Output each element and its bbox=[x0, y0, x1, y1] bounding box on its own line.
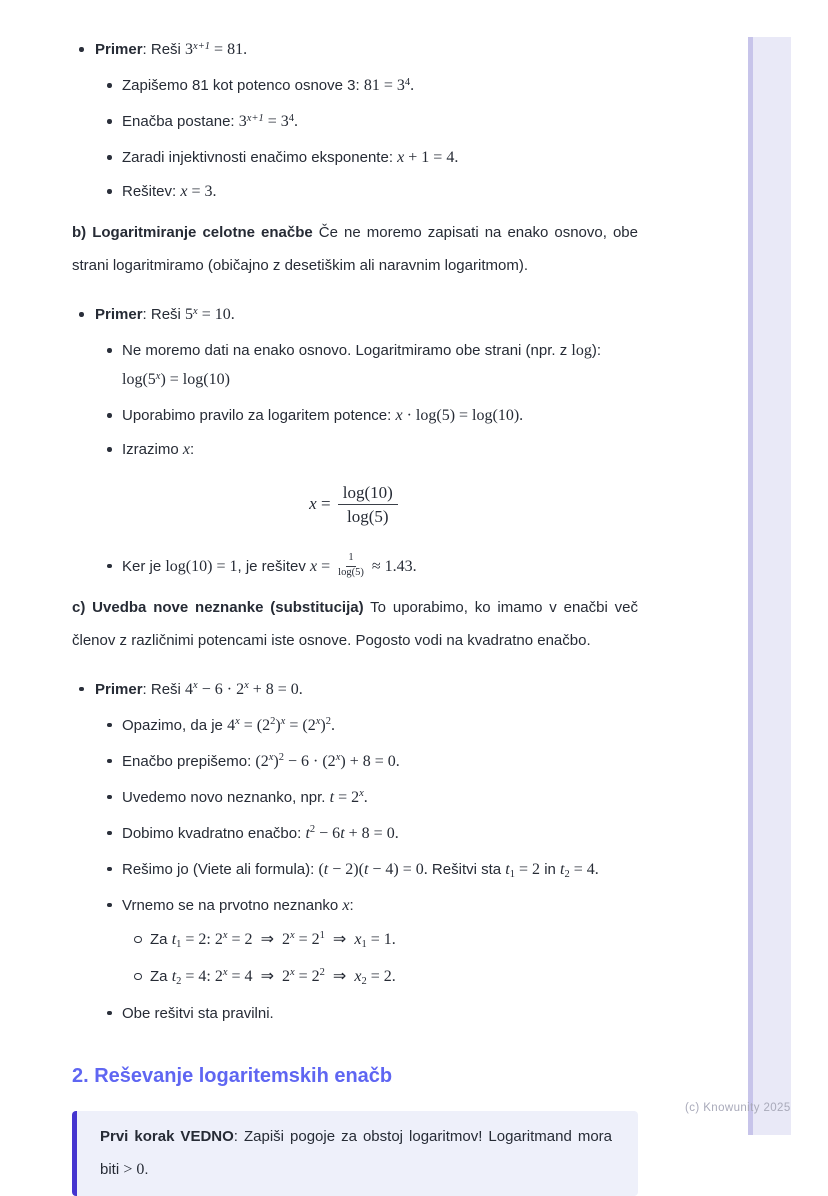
bullet-marker bbox=[107, 348, 112, 353]
paragraph: c) Uvedba nove neznanke (substitucija) To uporabimo, ko imamo v enačbi več členov z različnimi potencami iste osnove. Pogosto vodi na kvadratno enačbo. bbox=[72, 598, 638, 649]
display-equation: x = $\frac{\log(10)}{\log(5)}$ bbox=[72, 482, 638, 528]
sub-bullet-item: Izrazimo x: bbox=[72, 435, 638, 464]
bullet-marker bbox=[107, 155, 112, 160]
circle-bullet-marker bbox=[134, 936, 142, 944]
sub-bullet-item: Dobimo kvadratno enačbo: $t^2 - 6t + 8 = 0$. bbox=[72, 819, 638, 850]
bullet-marker bbox=[107, 83, 112, 88]
bullet-item: Primer: Reši $4^x - 6 \cdot 2^x + 8 = 0$. bbox=[72, 675, 638, 706]
sub-bullet-item: Enačbo prepišemo: $(2^x)^2 - 6 \cdot (2^x) + 8 = 0$. bbox=[72, 747, 638, 778]
sub-bullet-item: Obe rešitvi sta pravilni. bbox=[72, 999, 638, 1028]
fraction: $\frac{\log(10)}{\log(5)}$ bbox=[338, 482, 398, 528]
bullet-marker bbox=[107, 189, 112, 194]
document-page bbox=[72, 35, 638, 1196]
sub-bullet-item: Rešitev: x = 3. bbox=[72, 177, 638, 206]
section-heading: 2. Reševanje logaritemskih enačb bbox=[72, 1064, 393, 1087]
sub-bullet-item: Ne moremo dati na enako osnovo. Logaritmiramo obe strani (npr. z log): $\log(5^x) = \log(10)$ bbox=[72, 336, 638, 396]
circle-bullet-marker bbox=[134, 973, 142, 981]
sub-bullet-item: Zapišemo 81 kot potenco osnove 3: $81 = 3^4$. bbox=[72, 71, 638, 102]
sub-bullet-item: Uporabimo pravilo za logaritem potence: x · log(5) = log(10). bbox=[72, 401, 638, 430]
sub-bullet-item: Vrnemo se na prvotno neznanko x: bbox=[72, 891, 638, 920]
sub-bullet-item: Opazimo, da je $4^x = (2^2)^x = (2^x)^2$. bbox=[72, 711, 638, 742]
bullet-marker bbox=[107, 831, 112, 836]
page-edge-strip bbox=[748, 37, 791, 1135]
bullet-marker bbox=[107, 1011, 112, 1016]
sub-bullet-item: Uvedemo novo neznanko, npr. $t = 2^x$. bbox=[72, 783, 638, 814]
bullet-marker bbox=[107, 447, 112, 452]
bullet-marker bbox=[107, 564, 112, 569]
sub-bullet-item: Rešimo jo (Viete ali formula): (t − 2)(t − 4) = 0. Rešitvi sta $t_1 = 2$ in $t_2 = 4$. bbox=[72, 855, 638, 886]
bullet-marker bbox=[107, 867, 112, 872]
bullet-item: Primer: Reši $5^x = 10$. bbox=[72, 300, 638, 331]
bullet-marker bbox=[79, 47, 84, 52]
copyright-watermark: (c) Knowunity 2025 bbox=[685, 1102, 791, 1114]
fraction: $\frac{1}{\log(5)}$ bbox=[338, 552, 364, 578]
sub-bullet-item: Enačba postane: $3^{x+1} = 3^4$. bbox=[72, 107, 638, 138]
callout-box: Prvi korak VEDNO: Zapiši pogoje za obstoj logaritmov! Logaritmand mora biti > 0. bbox=[72, 1111, 638, 1196]
circle-bullet-item: Za $t_2 = 4$: $2^x = 4$ ⇒ $2^x = 2^2$ ⇒ $x_2 = 2$. bbox=[72, 962, 638, 993]
bullet-marker bbox=[107, 413, 112, 418]
bullet-item: Primer: Reši $3^{x+1} = 81$. bbox=[72, 35, 638, 66]
paragraph: b) Logaritmiranje celotne enačbe Če ne moremo zapisati na enako osnovo, obe strani logaritmiramo (običajno z desetiškim ali naravnim logaritmom). bbox=[72, 224, 638, 274]
document-body bbox=[72, 35, 638, 1196]
bullet-marker bbox=[107, 795, 112, 800]
bullet-marker bbox=[107, 119, 112, 124]
bullet-marker bbox=[79, 687, 84, 692]
circle-bullet-item: Za $t_1 = 2$: $2^x = 2$ ⇒ $2^x = 2^1$ ⇒ $x_1 = 1$. bbox=[72, 925, 638, 956]
bullet-marker bbox=[79, 312, 84, 317]
sub-bullet-item: Zaradi injektivnosti enačimo eksponente: x + 1 = 4. bbox=[72, 143, 638, 172]
sub-bullet-item: Ker je log(10) = 1, je rešitev x = $\frac{1}{\log(5)}$ ≈ 1.43. bbox=[72, 552, 638, 581]
bullet-marker bbox=[107, 903, 112, 908]
bullet-marker bbox=[107, 759, 112, 764]
bullet-marker bbox=[107, 723, 112, 728]
